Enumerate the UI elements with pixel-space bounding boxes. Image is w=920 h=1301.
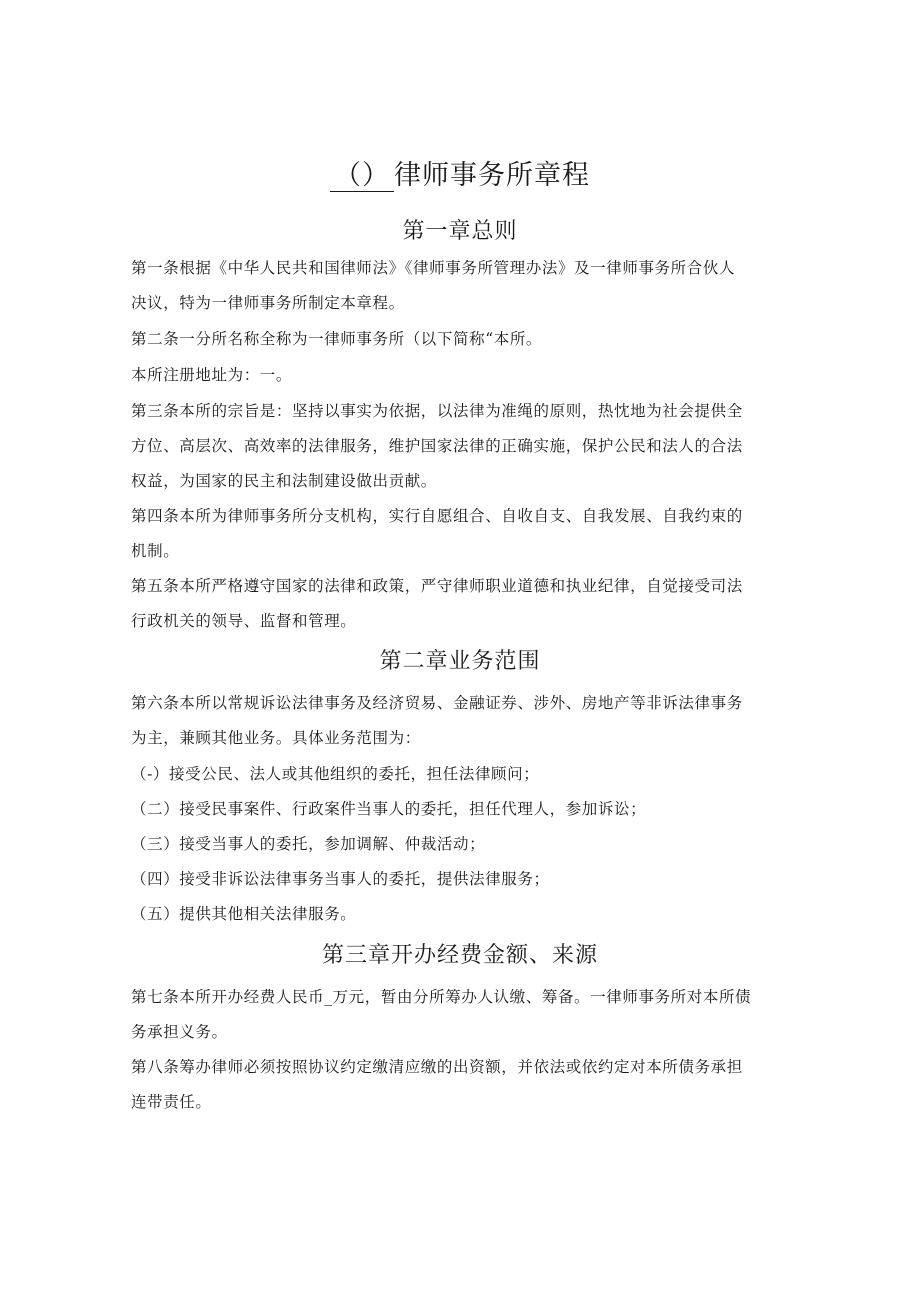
- article-6: [131, 686, 791, 756]
- article-4-line-2: 机制。: [131, 542, 180, 560]
- chapter-heading-3: 第三章开办经费金额、来源: [321, 943, 598, 968]
- title-blank-field: （）: [330, 161, 394, 192]
- article-8: [131, 1050, 791, 1120]
- article-3: [131, 394, 791, 499]
- article-7-line-2: 务承担义务。: [131, 1023, 228, 1041]
- scope-item-3: [131, 827, 791, 862]
- scope-item-3-text: （三）接受当事人的委托，参加调解、仲裁活动；: [131, 835, 486, 853]
- scope-item-1: [131, 757, 791, 792]
- article-3-line-1: 第三条本所的宗旨是：坚持以事实为依据，以法律为准绳的原则，热忱地为社会提供全: [131, 402, 743, 420]
- chapter-heading-1: 第一章总则: [402, 219, 518, 244]
- scope-item-2: [131, 792, 791, 827]
- article-7: [131, 980, 791, 1050]
- scope-item-1-text: （-）接受公民、法人或其他组织的委托，担任法律顾问；: [131, 765, 540, 783]
- article-4-line-1: 第四条本所为律师事务所分支机构，实行自愿组合、自收自支、自我发展、自我约束的: [131, 507, 743, 525]
- article-3-line-2: 方位、高层次、高效率的法律服务，维护国家法律的正确实施，保护公民和法人的合法: [131, 437, 743, 455]
- article-1-line-2: 决议，特为一律师事务所制定本章程。: [131, 294, 405, 312]
- article-6-line-1: 第六条本所以常规诉讼法律事务及经济贸易、金融证券、涉外、房地产等非诉法律事务: [131, 694, 743, 712]
- scope-item-5: [131, 897, 791, 932]
- registered-address: [131, 358, 791, 393]
- document-title: [0, 156, 920, 196]
- article-5: [131, 569, 791, 639]
- article-6-line-2: 为主，兼顾其他业务。具体业务范围为：: [131, 729, 421, 747]
- registered-address-line-1: 本所注册地址为：一。: [131, 366, 293, 384]
- article-2: [131, 322, 791, 357]
- scope-item-2-text: （二）接受民事案件、行政案件当事人的委托，担任代理人，参加诉讼；: [131, 800, 647, 818]
- scope-item-5-text: （五）提供其他相关法律服务。: [131, 905, 357, 923]
- article-7-line-1: 第七条本所开办经费人民币_万元，暂由分所筹办人认缴、筹备。一律师事务所对本所债: [131, 988, 752, 1006]
- chapter-heading-2: 第二章业务范围: [379, 649, 541, 674]
- article-2-line-1: 第二条一分所名称全称为一律师事务所（以下简称“本所。: [131, 330, 543, 348]
- article-5-line-2: 行政机关的领导、监督和管理。: [131, 612, 357, 630]
- article-4: [131, 499, 791, 569]
- title-text: 律师事务所章程: [394, 160, 590, 191]
- article-8-line-2: 连带责任。: [131, 1093, 212, 1111]
- article-1-line-1: 第一条根据《中华人民共和国律师法》《律师事务所管理办法》及一律师事务所合伙人: [131, 259, 736, 277]
- scope-item-4: [131, 862, 791, 897]
- article-8-line-1: 第八条筹办律师必须按照协议约定缴清应缴的出资额，并依法或依约定对本所债务承担: [131, 1058, 743, 1076]
- article-1: [131, 251, 791, 321]
- article-3-line-3: 权益，为国家的民主和法制建设做出贡献。: [131, 472, 437, 490]
- article-5-line-1: 第五条本所严格遵守国家的法律和政策，严守律师职业道德和执业纪律，自觉接受司法: [131, 577, 743, 595]
- scope-item-4-text: （四）接受非诉讼法律事务当事人的委托，提供法律服务；: [131, 870, 550, 888]
